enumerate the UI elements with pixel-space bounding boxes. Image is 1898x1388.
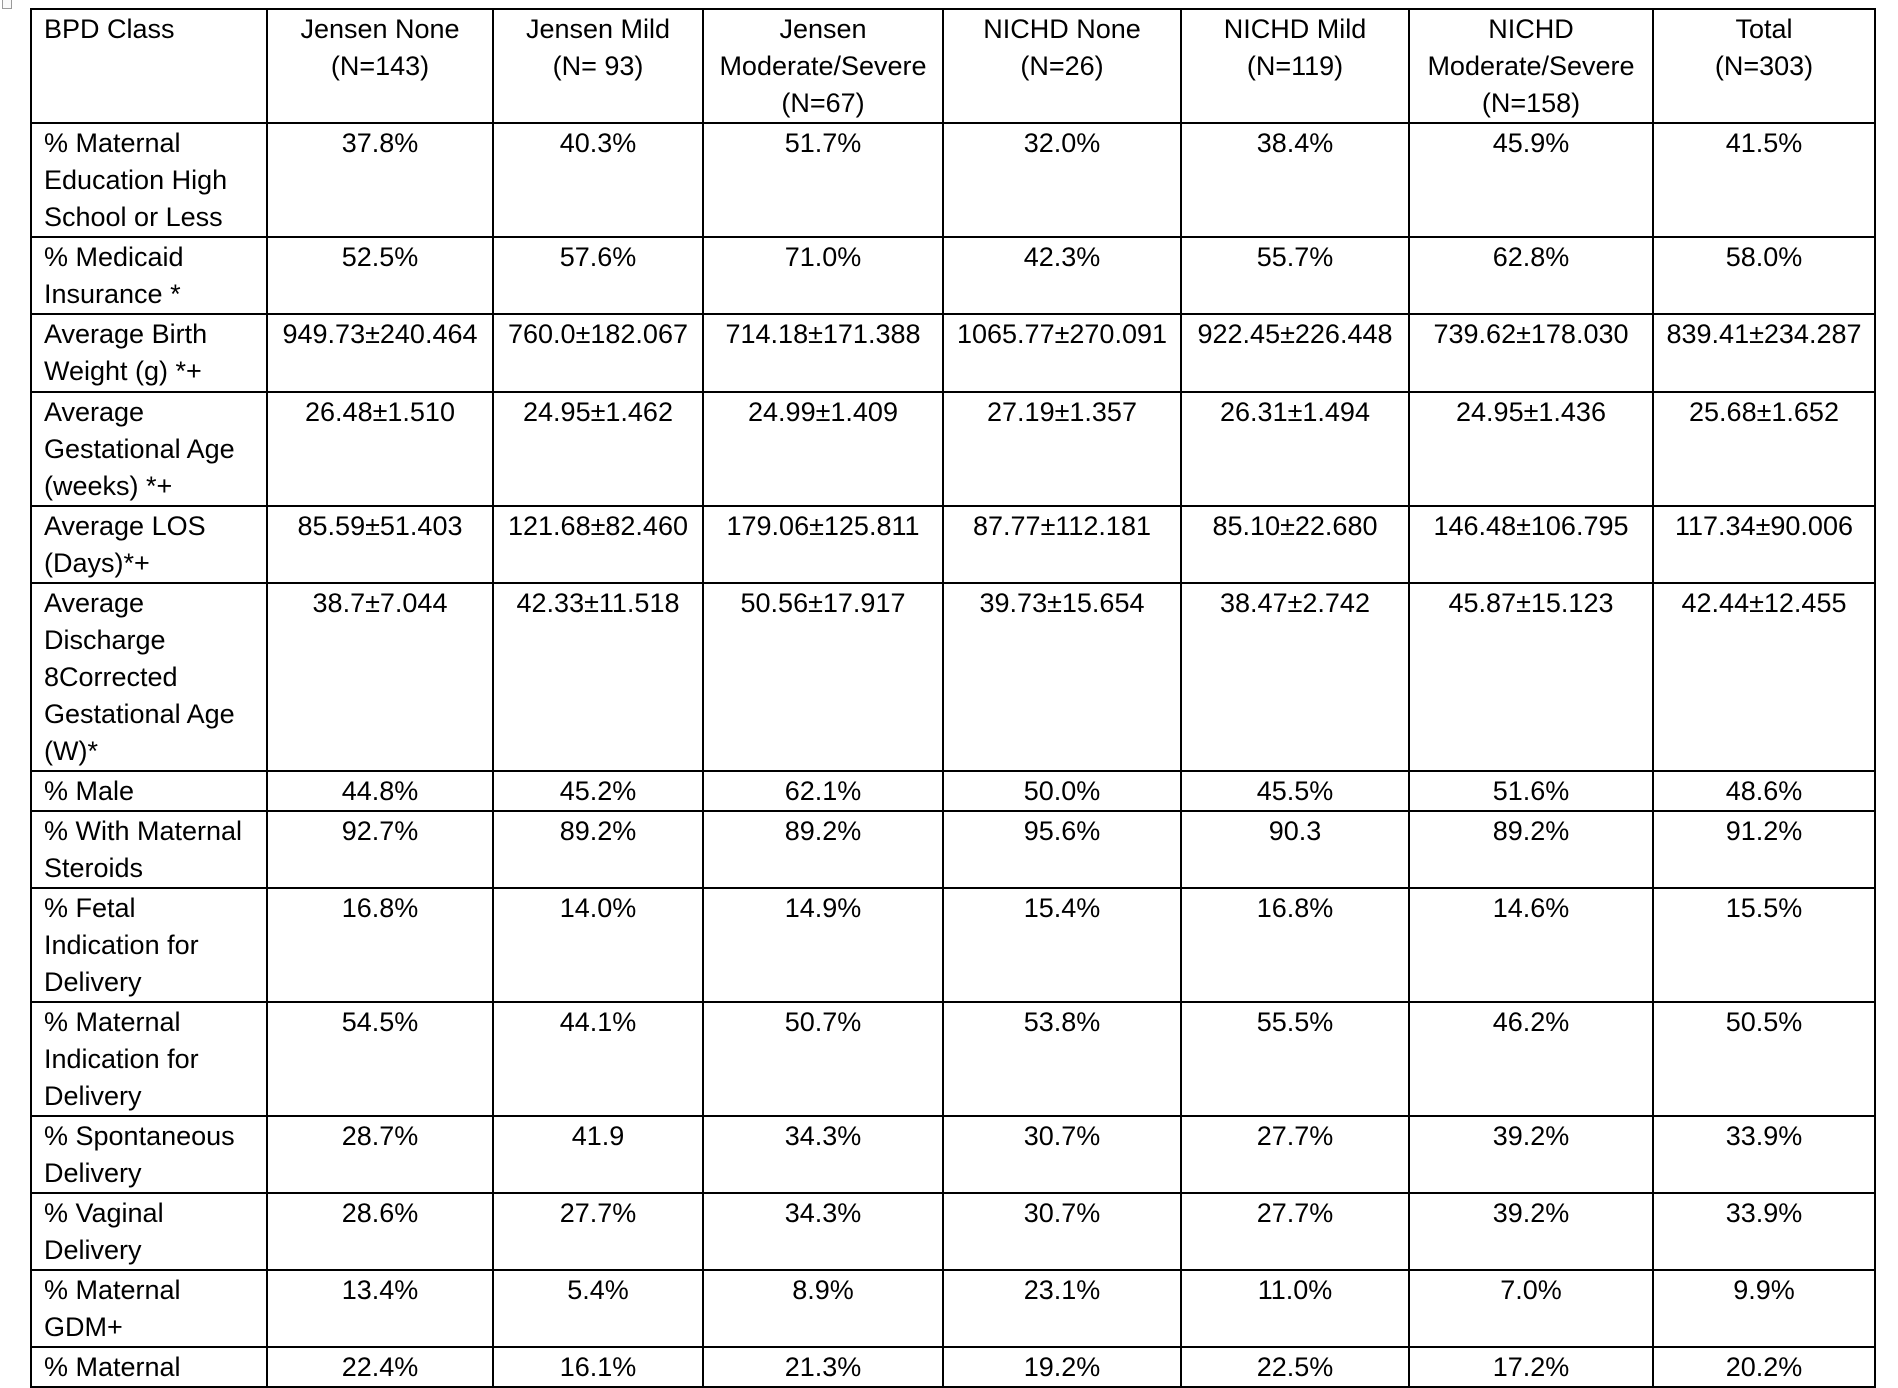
cell-line: Indication for — [44, 1044, 199, 1074]
cell-line: % Maternal — [44, 128, 181, 158]
cell-line: (N=67) — [781, 88, 865, 118]
row-label — [31, 237, 267, 314]
column-header — [1409, 9, 1653, 123]
cell-line: (N=303) — [1714, 51, 1814, 81]
table-cell: 44.1% — [493, 1002, 703, 1116]
row-label — [31, 392, 267, 506]
table-row — [31, 392, 1875, 506]
header-row — [31, 9, 1875, 123]
table-cell: 7.0% — [1409, 1270, 1653, 1347]
table-cell: 949.73±240.464 — [267, 314, 493, 392]
table-cell: 87.77±112.181 — [943, 506, 1181, 583]
cell-line: (N=143) — [330, 51, 430, 81]
table-cell: 121.68±82.460 — [493, 506, 703, 583]
row-label — [31, 888, 267, 1002]
cell-line: NICHD Mild — [1223, 14, 1367, 44]
table-cell: 21.3% — [703, 1347, 943, 1387]
table-cell: 89.2% — [1409, 811, 1653, 888]
table-cell: 8.9% — [703, 1270, 943, 1347]
table-row — [31, 811, 1875, 888]
header-cell-bpd-class: BPD Class — [31, 9, 267, 123]
table-cell: 11.0% — [1181, 1270, 1409, 1347]
cell-line: % With Maternal — [44, 816, 243, 846]
table-cell: 19.2% — [943, 1347, 1181, 1387]
table-cell: 57.6% — [493, 237, 703, 314]
table-cell: 15.5% — [1653, 888, 1875, 1002]
table-cell: 50.56±17.917 — [703, 583, 943, 771]
table-cell: 51.7% — [703, 123, 943, 237]
row-label — [31, 1347, 267, 1387]
table-cell: 33.9% — [1653, 1116, 1875, 1193]
table-cell: 42.3% — [943, 237, 1181, 314]
cell-line: GDM+ — [44, 1312, 123, 1342]
table-row — [31, 123, 1875, 237]
table-cell: 42.44±12.455 — [1653, 583, 1875, 771]
table-cell: 91.2% — [1653, 811, 1875, 888]
table-cell: 760.0±182.067 — [493, 314, 703, 392]
cell-line: Delivery — [44, 1081, 142, 1111]
table-cell: 16.8% — [267, 888, 493, 1002]
table-cell: 89.2% — [493, 811, 703, 888]
cell-line: Average — [44, 588, 145, 618]
table-cell: 14.6% — [1409, 888, 1653, 1002]
table-cell: 28.7% — [267, 1116, 493, 1193]
row-label — [31, 1270, 267, 1347]
table-cell: 27.7% — [1181, 1193, 1409, 1270]
table-cell: 50.5% — [1653, 1002, 1875, 1116]
row-label — [31, 123, 267, 237]
cell-line: Jensen None — [300, 14, 460, 44]
cell-line: Insurance * — [44, 279, 181, 309]
cell-line: Total — [1735, 14, 1793, 44]
row-label — [31, 506, 267, 583]
table-cell: 14.9% — [703, 888, 943, 1002]
table-cell: 45.9% — [1409, 123, 1653, 237]
table-container — [30, 8, 1874, 1382]
table-cell: 30.7% — [943, 1116, 1181, 1193]
table-cell: 146.48±106.795 — [1409, 506, 1653, 583]
table-cell: 58.0% — [1653, 237, 1875, 314]
cell-line: NICHD — [1488, 14, 1574, 44]
cell-line: Average Birth — [44, 319, 208, 349]
table-cell: 54.5% — [267, 1002, 493, 1116]
cell-line: Delivery — [44, 1158, 142, 1188]
cell-line: Jensen Mild — [525, 14, 671, 44]
table-cell: 39.2% — [1409, 1193, 1653, 1270]
row-label — [31, 811, 267, 888]
table-cell: 16.1% — [493, 1347, 703, 1387]
table-cell: 922.45±226.448 — [1181, 314, 1409, 392]
table-cell: 85.59±51.403 — [267, 506, 493, 583]
row-label — [31, 1193, 267, 1270]
cell-line: Discharge — [44, 625, 166, 655]
table-row — [31, 314, 1875, 392]
column-header — [943, 9, 1181, 123]
table-cell: 55.5% — [1181, 1002, 1409, 1116]
table-cell: 71.0% — [703, 237, 943, 314]
table-row — [31, 583, 1875, 771]
table-cell: 26.48±1.510 — [267, 392, 493, 506]
cell-line: Moderate/Severe — [719, 51, 927, 81]
cell-line: % Maternal — [44, 1352, 181, 1382]
table-cell: 20.2% — [1653, 1347, 1875, 1387]
cell-line: (N=119) — [1246, 51, 1344, 81]
cell-line: Gestational Age — [44, 699, 235, 729]
table-cell: 179.06±125.811 — [703, 506, 943, 583]
table-cell: 15.4% — [943, 888, 1181, 1002]
table-cell: 52.5% — [267, 237, 493, 314]
cell-line: % Maternal — [44, 1275, 181, 1305]
cell-line: NICHD None — [983, 14, 1141, 44]
table-cell: 117.34±90.006 — [1653, 506, 1875, 583]
cell-line: Gestational Age — [44, 434, 235, 464]
cell-line: Moderate/Severe — [1427, 51, 1635, 81]
row-label — [31, 314, 267, 392]
table-cell: 33.9% — [1653, 1193, 1875, 1270]
table-cell: 22.4% — [267, 1347, 493, 1387]
table-cell: 17.2% — [1409, 1347, 1653, 1387]
table-cell: 53.8% — [943, 1002, 1181, 1116]
cell-line: Average — [44, 397, 145, 427]
table-row — [31, 1347, 1875, 1387]
table-cell: 89.2% — [703, 811, 943, 888]
cell-line: (W)* — [44, 736, 98, 766]
cell-line: Delivery — [44, 1235, 142, 1265]
table-cell: 62.8% — [1409, 237, 1653, 314]
table-cell: 92.7% — [267, 811, 493, 888]
table-cell: 24.99±1.409 — [703, 392, 943, 506]
table-body — [31, 9, 1875, 1387]
cell-line: 8Corrected — [44, 662, 178, 692]
table-cell: 27.19±1.357 — [943, 392, 1181, 506]
table-cell: 38.7±7.044 — [267, 583, 493, 771]
table-cell: 45.87±15.123 — [1409, 583, 1653, 771]
cell-line: % Fetal — [44, 893, 136, 923]
cell-line: Delivery — [44, 967, 142, 997]
table-cell: 62.1% — [703, 771, 943, 811]
table-cell: 5.4% — [493, 1270, 703, 1347]
table-cell: 739.62±178.030 — [1409, 314, 1653, 392]
table-cell: 95.6% — [943, 811, 1181, 888]
table-cell: 42.33±11.518 — [493, 583, 703, 771]
table-cell: 714.18±171.388 — [703, 314, 943, 392]
cell-line: Average LOS — [44, 511, 206, 541]
row-label — [31, 771, 267, 811]
cell-line: Weight (g) *+ — [44, 356, 202, 386]
bpd-class-table — [30, 8, 1876, 1388]
column-header — [1181, 9, 1409, 123]
table-cell: 24.95±1.462 — [493, 392, 703, 506]
table-cell: 30.7% — [943, 1193, 1181, 1270]
cell-line: (N= 93) — [552, 51, 644, 81]
table-cell: 44.8% — [267, 771, 493, 811]
table-cell: 46.2% — [1409, 1002, 1653, 1116]
table-row — [31, 1116, 1875, 1193]
table-cell: 24.95±1.436 — [1409, 392, 1653, 506]
table-cell: 28.6% — [267, 1193, 493, 1270]
table-cell: 48.6% — [1653, 771, 1875, 811]
table-cell: 85.10±22.680 — [1181, 506, 1409, 583]
table-cell: 25.68±1.652 — [1653, 392, 1875, 506]
table-cell: 1065.77±270.091 — [943, 314, 1181, 392]
cell-line: School or Less — [44, 202, 223, 232]
table-cell: 23.1% — [943, 1270, 1181, 1347]
cell-line: (N=26) — [1020, 51, 1104, 81]
cell-line: Jensen — [779, 14, 867, 44]
table-cell: 39.73±15.654 — [943, 583, 1181, 771]
column-header — [267, 9, 493, 123]
table-cell: 38.47±2.742 — [1181, 583, 1409, 771]
row-label — [31, 1002, 267, 1116]
table-cell: 41.5% — [1653, 123, 1875, 237]
cell-line: % Medicaid — [44, 242, 184, 272]
table-cell: 34.3% — [703, 1116, 943, 1193]
table-row — [31, 771, 1875, 811]
table-cell: 27.7% — [1181, 1116, 1409, 1193]
cell-line: % Maternal — [44, 1007, 181, 1037]
table-cell: 27.7% — [493, 1193, 703, 1270]
table-row — [31, 237, 1875, 314]
table-cell: 41.9 — [493, 1116, 703, 1193]
table-cell: 38.4% — [1181, 123, 1409, 237]
table-cell: 45.2% — [493, 771, 703, 811]
table-row — [31, 1193, 1875, 1270]
cell-line: Education High — [44, 165, 228, 195]
table-cell: 839.41±234.287 — [1653, 314, 1875, 392]
table-row — [31, 1002, 1875, 1116]
table-cell: 22.5% — [1181, 1347, 1409, 1387]
cell-line: Steroids — [44, 853, 144, 883]
row-label — [31, 583, 267, 771]
table-row — [31, 888, 1875, 1002]
page-corner-marker — [2, 0, 12, 9]
cell-line: (N=158) — [1481, 88, 1581, 118]
table-cell: 14.0% — [493, 888, 703, 1002]
table-row — [31, 1270, 1875, 1347]
table-cell: 50.0% — [943, 771, 1181, 811]
cell-line: Indication for — [44, 930, 199, 960]
table-cell: 26.31±1.494 — [1181, 392, 1409, 506]
table-cell: 13.4% — [267, 1270, 493, 1347]
table-cell: 50.7% — [703, 1002, 943, 1116]
cell-line: % Spontaneous — [44, 1121, 235, 1151]
column-header — [493, 9, 703, 123]
table-cell: 9.9% — [1653, 1270, 1875, 1347]
cell-line: % Vaginal — [44, 1198, 164, 1228]
table-cell: 37.8% — [267, 123, 493, 237]
table-cell: 55.7% — [1181, 237, 1409, 314]
table-row — [31, 506, 1875, 583]
column-header — [703, 9, 943, 123]
cell-line: (weeks) *+ — [44, 471, 173, 501]
table-cell: 16.8% — [1181, 888, 1409, 1002]
cell-line: (Days)*+ — [44, 548, 150, 578]
column-header — [1653, 9, 1875, 123]
cell-line: % Male — [44, 776, 135, 806]
table-cell: 51.6% — [1409, 771, 1653, 811]
table-cell: 32.0% — [943, 123, 1181, 237]
table-cell: 39.2% — [1409, 1116, 1653, 1193]
table-cell: 90.3 — [1181, 811, 1409, 888]
table-cell: 40.3% — [493, 123, 703, 237]
table-cell: 34.3% — [703, 1193, 943, 1270]
table-cell: 45.5% — [1181, 771, 1409, 811]
row-label — [31, 1116, 267, 1193]
